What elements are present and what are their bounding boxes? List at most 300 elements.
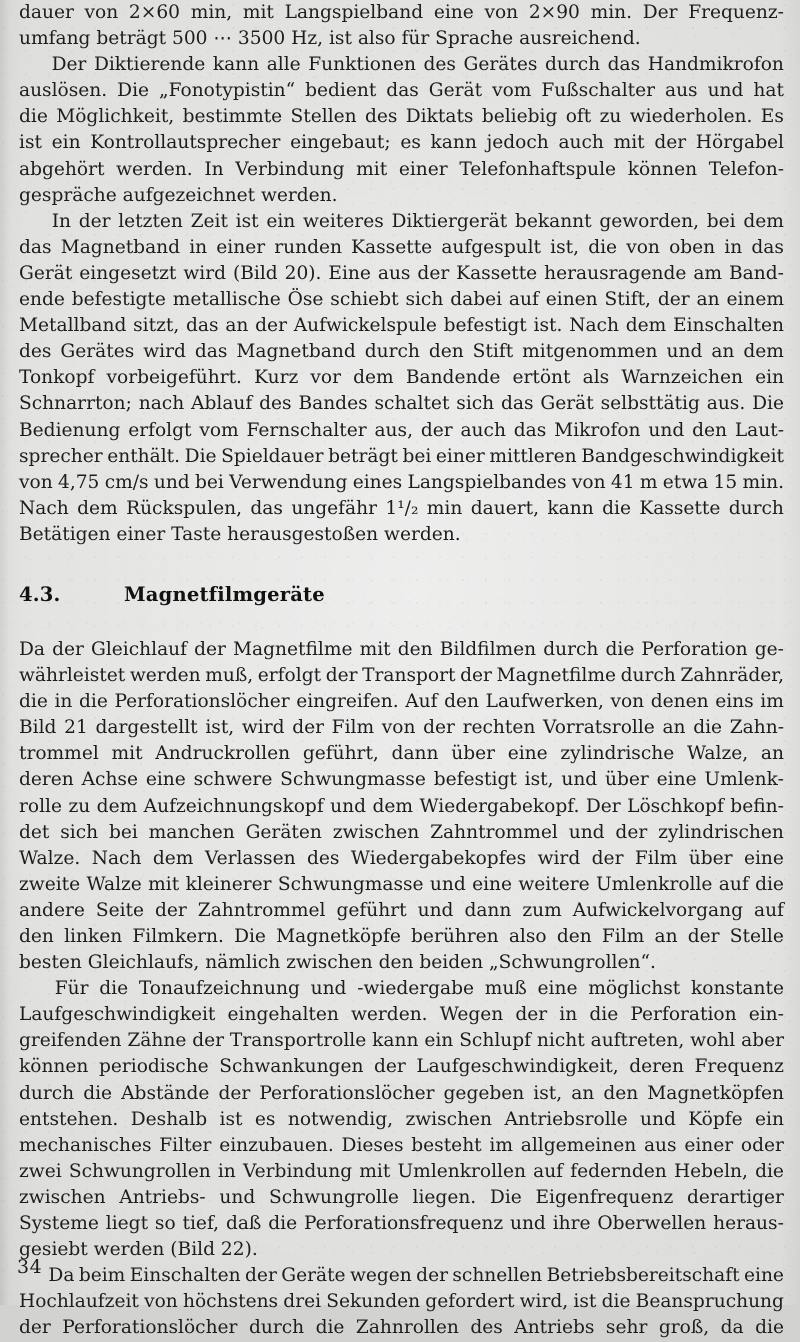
word: linken: [64, 926, 123, 947]
word: wird: [241, 717, 285, 739]
text-line: [19, 950, 784, 976]
word: Spieldauer: [221, 445, 324, 467]
word: muß: [484, 978, 527, 1000]
word: weiteres: [302, 210, 384, 232]
word: rolle: [19, 795, 62, 817]
word: In: [51, 210, 72, 232]
word: kleinerer: [185, 873, 272, 895]
word: in: [189, 236, 208, 258]
word: gefordert: [425, 1291, 515, 1313]
word: und: [310, 978, 347, 1000]
word: Hebeln,: [673, 1160, 748, 1182]
word: min.: [742, 471, 784, 493]
page-number: 34: [17, 1256, 43, 1278]
word: Köpfe: [688, 1108, 743, 1130]
word: eingreifen.: [296, 691, 399, 713]
word: durch: [620, 665, 676, 687]
text-line: [19, 663, 784, 689]
word: und: [707, 80, 744, 102]
word: Hochlaufzeit: [19, 1291, 139, 1313]
word: höchstens: [183, 1291, 279, 1313]
word: etwa: [662, 471, 709, 493]
word: Laut-: [734, 419, 784, 441]
word: denen: [650, 691, 709, 713]
word: über: [605, 769, 649, 791]
word: Vorratsrolle: [543, 717, 655, 739]
word: besteht: [411, 1134, 482, 1156]
word: Magnetfilme: [233, 638, 353, 660]
paragraph: [19, 1263, 784, 1341]
text-line: [19, 26, 784, 52]
word: det: [19, 821, 50, 843]
word: min.: [590, 2, 633, 23]
word: der: [292, 717, 324, 739]
word: Verbindung: [242, 1160, 353, 1182]
word: Es: [760, 106, 784, 128]
text-line: [19, 52, 784, 78]
word: von: [610, 691, 645, 713]
text-line: [19, 1081, 784, 1107]
word: Betriebsbereitschaft: [546, 1265, 740, 1287]
word: der: [52, 638, 84, 660]
word: andere: [19, 899, 85, 921]
word: Zahntrommel: [197, 899, 326, 921]
word: werden.: [116, 158, 193, 180]
word: die: [99, 978, 129, 1000]
word: die: [755, 1317, 784, 1339]
word: notwendig,: [287, 1108, 394, 1130]
word: Geräte: [281, 1265, 346, 1287]
word: eines: [352, 471, 403, 493]
word: kann: [547, 497, 594, 519]
word: Magnetband: [236, 341, 356, 363]
word: das: [194, 341, 228, 363]
word: Tonaufzeichnung: [138, 978, 300, 1000]
word: an: [760, 743, 784, 765]
word: ein: [424, 1030, 454, 1052]
word: mit: [613, 132, 645, 154]
word: Perforationslöcher: [62, 1317, 238, 1339]
word: können: [627, 158, 698, 180]
word: befestigte: [71, 289, 166, 311]
word: Fernschalter: [246, 419, 367, 441]
word: schnellen: [452, 1265, 543, 1287]
word: dem: [77, 497, 118, 519]
word: in: [217, 1160, 236, 1182]
word: kann: [372, 1030, 419, 1052]
word: beliebig: [481, 106, 558, 128]
word: einer: [435, 445, 485, 467]
word: einer: [398, 158, 448, 180]
word: dargestellt: [95, 717, 198, 739]
word: eine: [433, 2, 474, 23]
word: ist,: [550, 236, 580, 258]
word: ge-: [754, 638, 784, 660]
text-line: [19, 898, 784, 924]
heading-space-below: [19, 608, 784, 637]
word: die: [755, 1160, 784, 1182]
word: dem: [96, 795, 138, 817]
word: Eine: [328, 262, 371, 284]
text-line: [19, 1211, 784, 1237]
word: ist,: [205, 717, 235, 739]
word: ist: [235, 210, 259, 232]
word: bekannt: [514, 210, 592, 232]
word: Laufgeschwindigkeit: [19, 1004, 216, 1026]
word: Wiedergabekopf.: [419, 795, 580, 817]
word: im: [760, 691, 784, 713]
first-line-indent: [19, 52, 44, 78]
word: die: [19, 106, 48, 128]
word: des: [307, 847, 340, 869]
word: greifenden: [19, 1030, 122, 1052]
word: der: [420, 419, 453, 441]
word: durch: [19, 1082, 75, 1104]
word: ertönt: [512, 367, 571, 389]
text-line: [19, 0, 784, 26]
text-line: [19, 365, 784, 391]
word: Walze.: [19, 847, 81, 869]
word: aber: [741, 1030, 784, 1052]
word: die: [78, 691, 108, 713]
word: Zahn-: [729, 717, 784, 739]
word: auslösen.: [19, 80, 108, 102]
word: aus.: [706, 393, 746, 415]
word: periodische: [98, 1056, 209, 1078]
word: Zeit: [190, 210, 228, 232]
word: eine: [507, 743, 548, 765]
word: Schwankungen: [219, 1056, 364, 1078]
word: Gerätes: [60, 341, 135, 363]
word: geführt: [336, 899, 407, 921]
text-line: [19, 689, 784, 715]
word: und: [429, 873, 466, 895]
text-line: [19, 767, 784, 793]
word: auftreten,: [590, 1030, 685, 1052]
word: und: [219, 1186, 256, 1208]
text-line: [19, 104, 784, 130]
word: des: [364, 106, 398, 128]
word: deren: [19, 769, 74, 791]
word: wird,: [519, 1291, 569, 1313]
word: der: [460, 665, 492, 687]
word: berühren: [411, 926, 499, 947]
word: deren: [629, 1056, 684, 1078]
word: das: [186, 315, 219, 337]
word: Beanspruchung: [635, 1291, 784, 1313]
word: wird: [537, 847, 581, 869]
word: das: [501, 393, 534, 415]
word: gespräche aufgezeichnet werden.: [19, 184, 338, 206]
word: vorbeigeführt.: [106, 367, 242, 389]
word: auch: [558, 132, 604, 154]
word: Film: [601, 926, 645, 947]
word: eine: [472, 873, 513, 895]
text-line: [19, 496, 784, 522]
word: Da: [48, 1265, 75, 1287]
word: Bandgeschwindigkeit: [581, 445, 784, 467]
word: können: [19, 1056, 89, 1078]
word: Antriebs: [514, 1317, 595, 1339]
word: und: [561, 769, 598, 791]
word: dem: [743, 210, 784, 232]
word: Bandende: [405, 367, 501, 389]
word: schiebt: [330, 289, 399, 311]
word: trommel: [19, 743, 99, 765]
text-line: [19, 846, 784, 872]
word: gesiebt werden (Bild 22).: [19, 1239, 258, 1261]
word: aufgespult: [441, 236, 542, 258]
word: und: [648, 419, 685, 441]
word: wohl: [690, 1030, 736, 1052]
word: der: [373, 1056, 406, 1078]
text-line: [19, 637, 784, 663]
word: Film: [331, 717, 375, 739]
word: des: [470, 1317, 503, 1339]
word: ist: [219, 1108, 243, 1130]
word: auch: [460, 419, 506, 441]
word: Transportrolle: [229, 1030, 367, 1052]
word: Nach: [19, 497, 69, 519]
word: die: [693, 717, 723, 739]
word: die: [589, 1004, 619, 1026]
word: eingesetzt: [79, 262, 177, 284]
word: Zahntrommel: [430, 821, 558, 843]
text-line: [19, 418, 784, 444]
word: der: [245, 1265, 277, 1287]
word: eine: [537, 978, 578, 1000]
word: eine: [656, 769, 697, 791]
word: zum: [522, 899, 562, 921]
word: das: [751, 236, 784, 258]
word: Aufzeichnungskopf: [143, 795, 324, 817]
word: metallische: [172, 289, 281, 311]
word: Umlenkrollen: [397, 1160, 526, 1182]
word: einer: [684, 1134, 734, 1156]
text-line: [19, 1028, 784, 1054]
word: Mikrofon: [554, 419, 641, 441]
word: die: [19, 691, 48, 713]
word: Bildfilmen: [439, 638, 537, 660]
word: möglichst: [588, 978, 681, 1000]
text-line: [19, 1133, 784, 1159]
word: schaltet: [374, 393, 450, 415]
word: bei: [706, 210, 736, 232]
word: 4,75: [57, 471, 100, 493]
word: ungefähr: [291, 497, 377, 519]
text-line: [19, 1185, 784, 1211]
word: eingehalten: [227, 1004, 339, 1026]
word: vom: [199, 419, 239, 441]
word: durch: [364, 341, 420, 363]
word: einen: [545, 289, 598, 311]
word: das: [250, 497, 283, 519]
word: Dieses: [341, 1134, 404, 1156]
word: Oberwellen: [597, 1213, 707, 1235]
word: vom: [492, 80, 532, 102]
word: oder: [740, 1134, 784, 1156]
word: selbsttätig: [600, 393, 700, 415]
word: aus: [664, 80, 698, 102]
word: dem: [625, 315, 667, 337]
word: zwischen: [19, 1186, 106, 1208]
word: Umlenk-: [704, 769, 784, 791]
word: wegen: [349, 1265, 412, 1287]
word: Funktionen: [308, 54, 416, 76]
word: von: [626, 236, 660, 258]
word: bestimmte: [182, 106, 283, 128]
word: der: [416, 1265, 448, 1287]
word: Verbindung: [235, 158, 345, 180]
word: Frequenz: [694, 1056, 784, 1078]
word: befin-: [730, 795, 784, 817]
word: runden: [274, 236, 342, 258]
word: Metallband: [19, 315, 127, 337]
word: Frequenz-: [688, 2, 784, 23]
word: Stellen: [290, 106, 357, 128]
word: Perforationslöcher: [259, 1082, 435, 1104]
word: der: [192, 1030, 225, 1052]
word: über: [688, 847, 733, 869]
word: eingebaut;: [290, 132, 391, 154]
word: ist: [573, 1291, 597, 1313]
word: Gerät: [428, 80, 483, 102]
word: den: [603, 1082, 639, 1104]
word: mit: [242, 2, 274, 23]
word: an: [662, 717, 686, 739]
text-line: [19, 313, 784, 339]
word: da: [720, 1317, 744, 1339]
text-line: [19, 261, 784, 287]
word: Die: [752, 393, 784, 415]
first-line-indent: [19, 976, 44, 1002]
word: mit: [111, 743, 143, 765]
text-line: [19, 1237, 784, 1263]
word: auf: [718, 873, 749, 895]
word: abgehört: [19, 158, 105, 180]
word: von: [571, 471, 606, 493]
word: besten Gleichlaufs, nämlich zwischen den beiden „Schwungrollen“.: [19, 952, 656, 974]
word: mitgenommen: [522, 341, 658, 363]
word: Umlenkrolle: [595, 873, 713, 895]
word: Rückspulen,: [126, 497, 242, 519]
word: es: [254, 1108, 276, 1130]
section-heading: [19, 582, 784, 608]
word: befestigt: [433, 769, 517, 791]
word: es: [400, 132, 421, 154]
word: den: [556, 926, 592, 947]
word: Schwungmasse: [277, 873, 424, 895]
word: allgemeinen: [520, 1134, 637, 1156]
word: am: [693, 262, 723, 284]
word: herausragende: [544, 262, 687, 284]
word: der: [325, 665, 358, 687]
text-line: [19, 976, 784, 1002]
word: den: [444, 691, 480, 713]
word: Antriebsrolle: [504, 1108, 628, 1130]
word: 21: [64, 717, 88, 739]
word: Nach: [91, 847, 142, 869]
word: aus: [643, 1134, 677, 1156]
word: liegt: [105, 1213, 149, 1235]
word: die: [588, 236, 618, 258]
word: aus,: [374, 419, 413, 441]
word: Gerätes: [463, 54, 538, 76]
word: konstante: [690, 978, 784, 1000]
word: von: [144, 1291, 178, 1313]
word: im: [489, 1134, 513, 1156]
word: ein: [51, 132, 81, 154]
word: Magnetband: [60, 236, 181, 258]
word: jedoch: [486, 132, 549, 154]
word: Laufgeschwindigkeit,: [416, 1056, 619, 1078]
heading-space-above: [19, 548, 784, 582]
word: Seite: [95, 899, 145, 921]
word: in: [559, 1004, 578, 1026]
word: eine: [744, 1265, 784, 1287]
word: bei: [108, 821, 138, 843]
word: an: [711, 341, 735, 363]
word: Aufwickelspule: [293, 315, 437, 337]
word: der: [417, 262, 450, 284]
word: der: [515, 1004, 548, 1026]
word: der: [657, 289, 690, 311]
word: der: [78, 210, 111, 232]
text-line: [19, 924, 784, 950]
text-line: [19, 78, 784, 104]
word: Schnarrton;: [19, 393, 132, 415]
word: Langspielbandes: [407, 471, 567, 493]
word: vor: [310, 367, 341, 389]
word: umfang beträgt 500 ⋯ 3500 Hz, ist also für Sprache ausreichend.: [19, 28, 641, 50]
word: Stift,: [604, 289, 651, 311]
word: Zahnräder,: [680, 665, 784, 687]
word: dem: [152, 847, 194, 869]
text-line: [19, 794, 784, 820]
word: m: [639, 471, 658, 493]
word: Ablauf: [191, 393, 253, 415]
word: der: [194, 638, 226, 660]
text-line: [19, 741, 784, 767]
word: erfolgt: [128, 419, 192, 441]
word: auf: [753, 899, 784, 921]
word: Gleichlauf: [90, 638, 188, 660]
word: Die: [117, 80, 150, 102]
word: Stift: [472, 341, 514, 363]
word: Stelle: [729, 926, 784, 947]
word: über: [451, 743, 495, 765]
word: Perforationslöcher: [114, 691, 290, 713]
text-line: [19, 235, 784, 261]
word: zylindrischen: [658, 821, 784, 843]
word: Antriebs-: [119, 1186, 206, 1208]
word: den: [692, 419, 727, 441]
word: so: [154, 1213, 176, 1235]
word: die: [755, 873, 784, 895]
text-line: [19, 183, 784, 209]
word: mit: [359, 638, 391, 660]
word: Achse: [81, 769, 138, 791]
word: Systeme: [19, 1213, 99, 1235]
word: Eigenfrequenz: [535, 1186, 674, 1208]
word: zwischen: [332, 821, 420, 843]
text-line: [19, 1263, 784, 1289]
word: Verlassen: [204, 847, 296, 869]
word: Magnetfilme: [496, 665, 616, 687]
text-line: [19, 470, 784, 496]
word: Möglichkeit,: [56, 106, 175, 128]
word: Betätigen einer Taste herausgestoßen werden.: [19, 523, 461, 545]
